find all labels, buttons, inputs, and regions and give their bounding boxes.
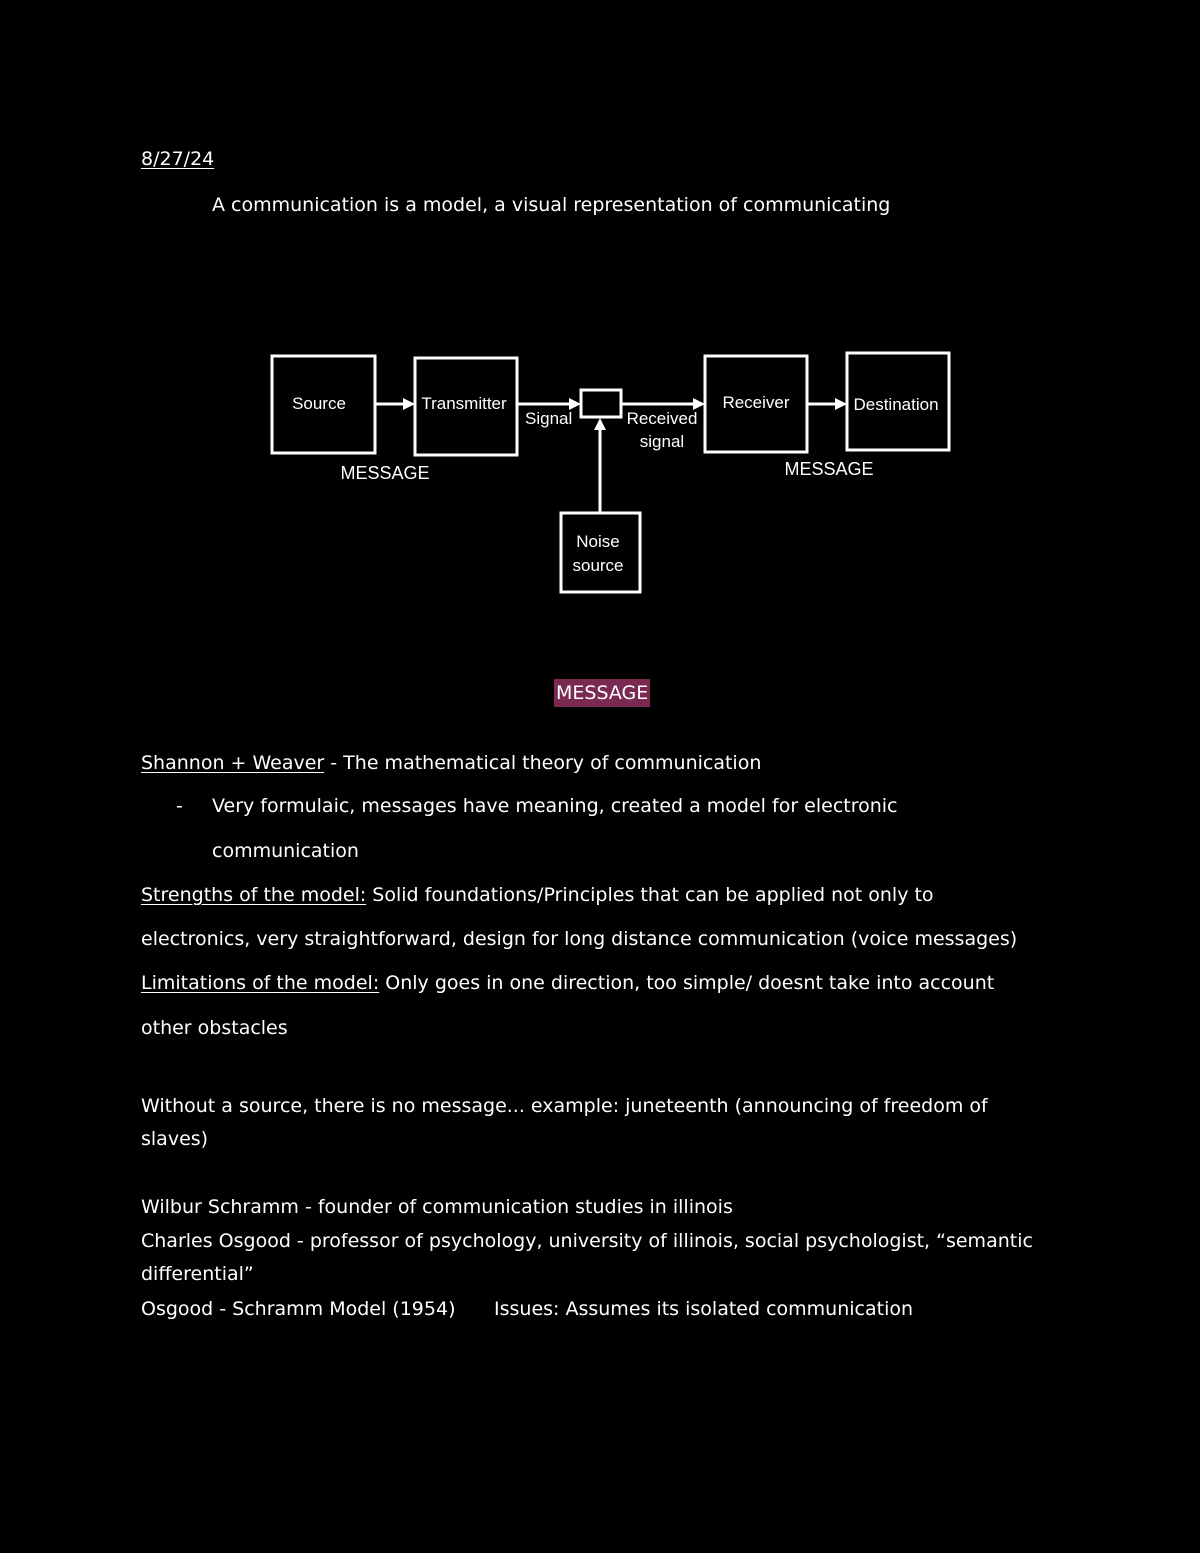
note-date: 8/27/24 (141, 148, 215, 170)
message-left-label: MESSAGE (340, 463, 430, 483)
received-signal-label-1: Received (626, 409, 698, 428)
arrowhead-receiver-destination (835, 398, 847, 410)
without-source-line-2: slaves) (141, 1128, 209, 1150)
arrowhead-source-transmitter (403, 398, 415, 410)
osgood-line-1: Charles Osgood - professor of psychology, university of illinois, social psychologist, “semantic (141, 1230, 1033, 1252)
message-right-label: MESSAGE (784, 459, 874, 479)
strengths-line-2: electronics, very straightforward, design for long distance communication (voice messages) (141, 928, 1018, 950)
bullet-line-2: communication (212, 840, 359, 862)
osgood-line-2: differential” (141, 1263, 254, 1285)
noise-label-2: source (572, 556, 624, 575)
strengths-line (141, 883, 934, 907)
receiver-label: Receiver (722, 393, 790, 412)
strengths-label: Strengths of the model: (141, 884, 367, 906)
limitations-rest: Only goes in one direction, too simple/ doesnt take into account (379, 972, 995, 994)
schramm-line: Wilbur Schramm - founder of communication studies in illinois (141, 1196, 733, 1218)
bullet-marker: - (176, 795, 183, 817)
limitations-line-2: other obstacles (141, 1017, 288, 1039)
intro-text: A communication is a model, a visual representation of communicating (212, 194, 891, 216)
bullet-line-1: Very formulaic, messages have meaning, created a model for electronic (212, 795, 898, 817)
limitations-label: Limitations of the model: (141, 972, 380, 994)
without-source-line-1: Without a source, there is no message... example: juneteenth (announcing of freedom of (141, 1095, 988, 1117)
shannon-heading: Shannon + Weaver (141, 752, 325, 774)
destination-label: Destination (853, 395, 939, 414)
channel-box (581, 390, 621, 417)
message-highlight (554, 681, 650, 705)
transmitter-label: Transmitter (421, 394, 507, 413)
arrowhead-noise-channel (594, 418, 606, 430)
shannon-rest: - The mathematical theory of communication (324, 752, 762, 774)
noise-label-1: Noise (576, 532, 620, 551)
signal-label: Signal (525, 409, 573, 428)
strengths-rest: Solid foundations/Principles that can be applied not only to (366, 884, 934, 906)
source-label: Source (292, 394, 346, 413)
noise-source-box (561, 513, 640, 592)
model-name: Osgood - Schramm Model (1954) (141, 1298, 456, 1320)
message-highlight-text: MESSAGE (554, 679, 650, 707)
limitations-line (141, 971, 994, 995)
model-issues: Issues: Assumes its isolated communication (494, 1298, 914, 1320)
shannon-line (141, 751, 761, 775)
received-signal-label-2: signal (639, 432, 685, 451)
